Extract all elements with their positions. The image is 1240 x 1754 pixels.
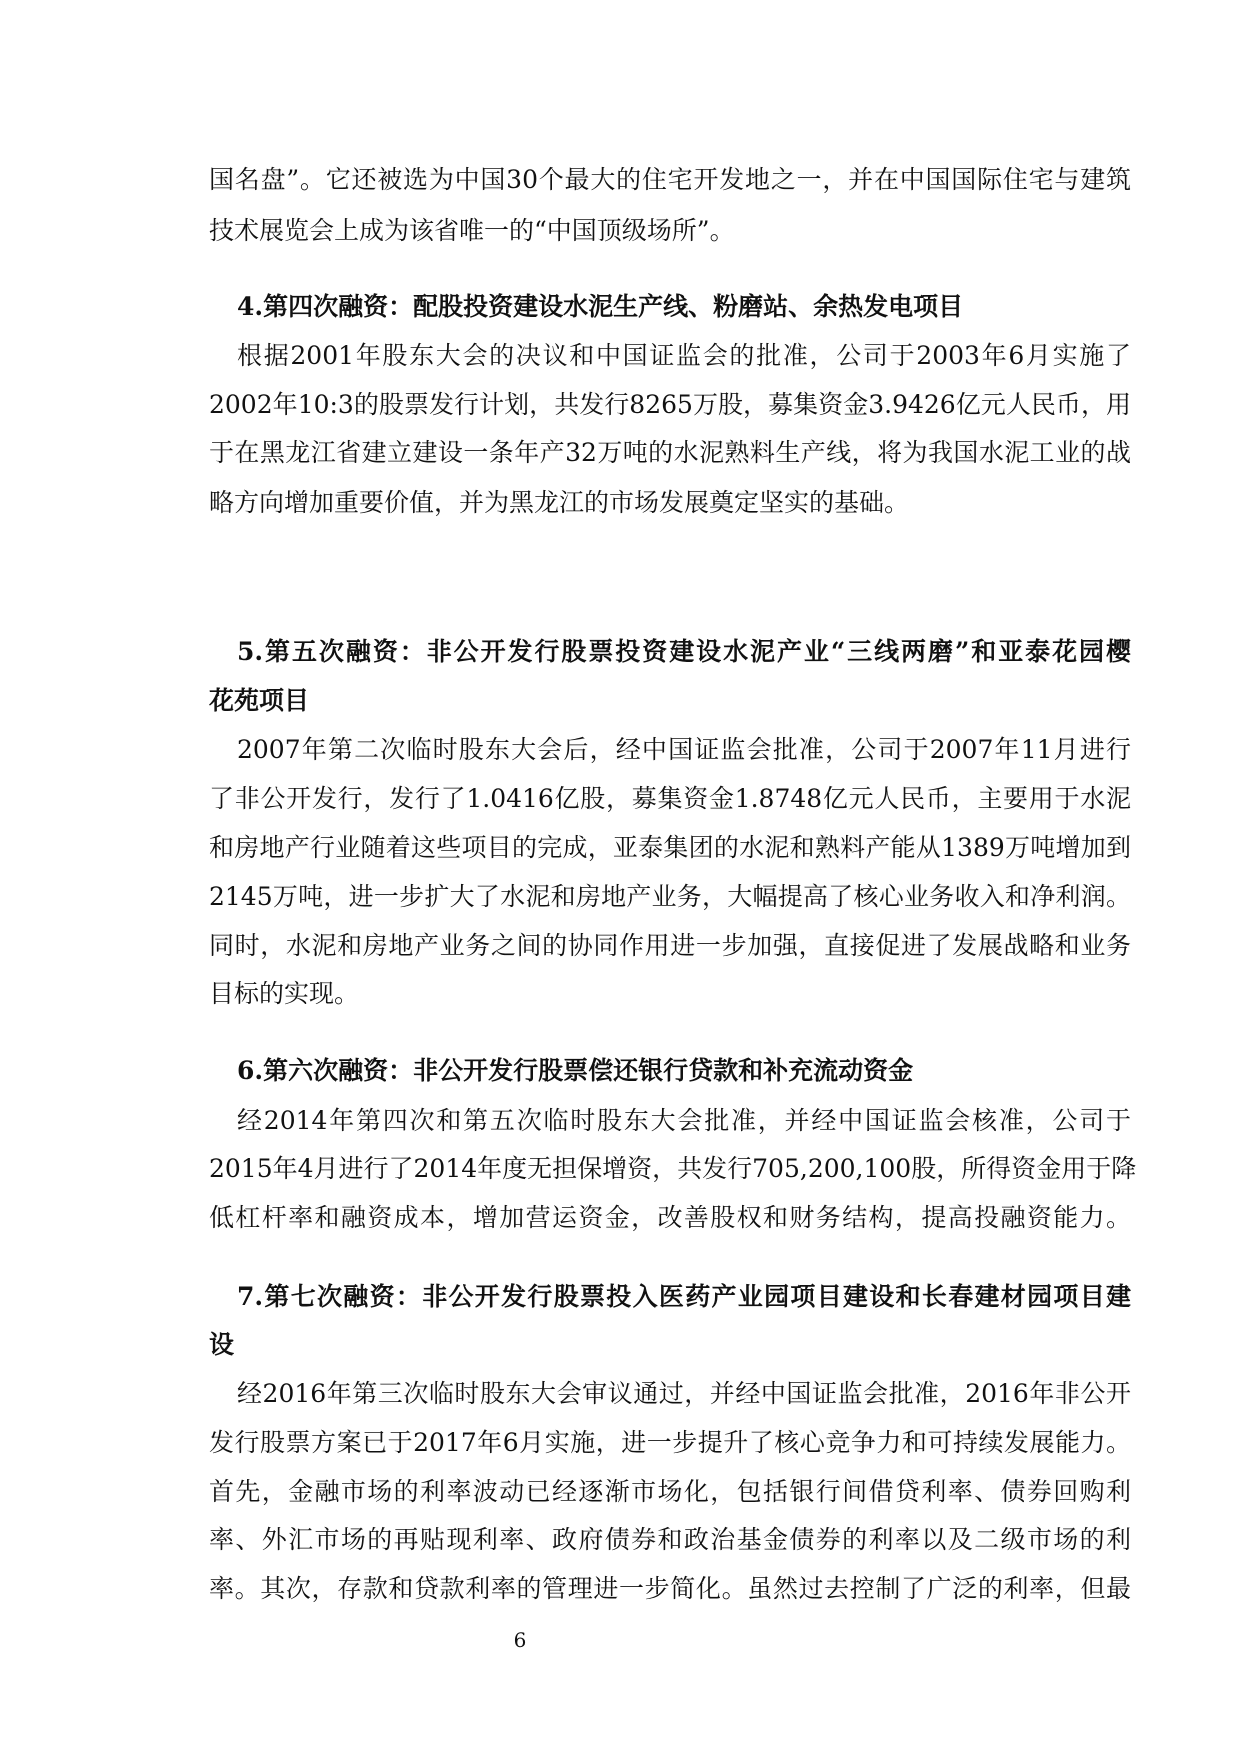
paragraph-line: 于在黑龙江省建立建设一条年产32万吨的水泥熟料生产线，将为我国水泥工业的战 xyxy=(209,438,1131,467)
paragraph-line: 2002年10:3的股票发行计划，共发行8265万股，募集资金3.9426亿元人民币，用 xyxy=(209,390,1131,419)
paragraph-line: 发行股票方案已于2017年6月实施，进一步提升了核心竞争力和可持续发展能力。 xyxy=(209,1428,1131,1457)
paragraph-line: 2007年第二次临时股东大会后，经中国证监会批准，公司于2007年11月进行 xyxy=(237,735,1131,764)
paragraph-line: 2145万吨，进一步扩大了水泥和房地产业务，大幅提高了核心业务收入和净利润。 xyxy=(209,882,1131,911)
paragraph-line: 低杠杆率和融资成本，增加营运资金，改善股权和财务结构，提高投融资能力。 xyxy=(209,1203,1131,1232)
paragraph-line: 率。其次，存款和贷款利率的管理进一步简化。虽然过去控制了广泛的利率，但最 xyxy=(209,1574,1131,1603)
paragraph-line: 首先，金融市场的利率波动已经逐渐市场化，包括银行间借贷利率、债券回购利 xyxy=(209,1477,1131,1506)
section-heading-line: 5.第五次融资：非公开发行股票投资建设水泥产业“三线两磨”和亚泰花园樱 xyxy=(237,637,1131,666)
page-number: 6 xyxy=(513,1628,527,1652)
paragraph-line: 2015年4月进行了2014年度无担保增资，共发行705,200,100股，所得资金用于降 xyxy=(209,1154,1137,1183)
paragraph-line: 同时，水泥和房地产业务之间的协同作用进一步加强，直接促进了发展战略和业务 xyxy=(209,931,1131,960)
paragraph-line: 经2014年第四次和第五次临时股东大会批准，并经中国证监会核准，公司于 xyxy=(237,1106,1131,1135)
section-heading-line: 4.第四次融资：配股投资建设水泥生产线、粉磨站、余热发电项目 xyxy=(237,292,964,321)
paragraph-line: 和房地产行业随着这些项目的完成，亚泰集团的水泥和熟料产能从1389万吨增加到 xyxy=(209,833,1131,862)
paragraph-line: 国名盘”。它还被选为中国30个最大的住宅开发地之一，并在中国国际住宅与建筑 xyxy=(209,165,1131,194)
section-heading-line: 设 xyxy=(209,1330,235,1359)
section-heading-line: 7.第七次融资：非公开发行股票投入医药产业园项目建设和长春建材园项目建 xyxy=(237,1282,1131,1311)
paragraph-line: 技术展览会上成为该省唯一的“中国顶级场所”。 xyxy=(209,216,735,245)
paragraph-line: 了非公开发行，发行了1.0416亿股，募集资金1.8748亿元人民币，主要用于水泥 xyxy=(209,784,1131,813)
paragraph-line: 经2016年第三次临时股东大会审议通过，并经中国证监会批准，2016年非公开 xyxy=(237,1379,1131,1408)
paragraph-line: 目标的实现。 xyxy=(209,979,360,1008)
paragraph-line: 根据2001年股东大会的决议和中国证监会的批准，公司于2003年6月实施了 xyxy=(237,341,1131,370)
paragraph-line: 略方向增加重要价值，并为黑龙江的市场发展奠定坚实的基础。 xyxy=(209,488,910,517)
section-heading-line: 花苑项目 xyxy=(209,686,310,715)
paragraph-line: 率、外汇市场的再贴现利率、政府债券和政治基金债券的利率以及二级市场的利 xyxy=(209,1525,1131,1554)
section-heading-line: 6.第六次融资：非公开发行股票偿还银行贷款和补充流动资金 xyxy=(237,1056,914,1085)
